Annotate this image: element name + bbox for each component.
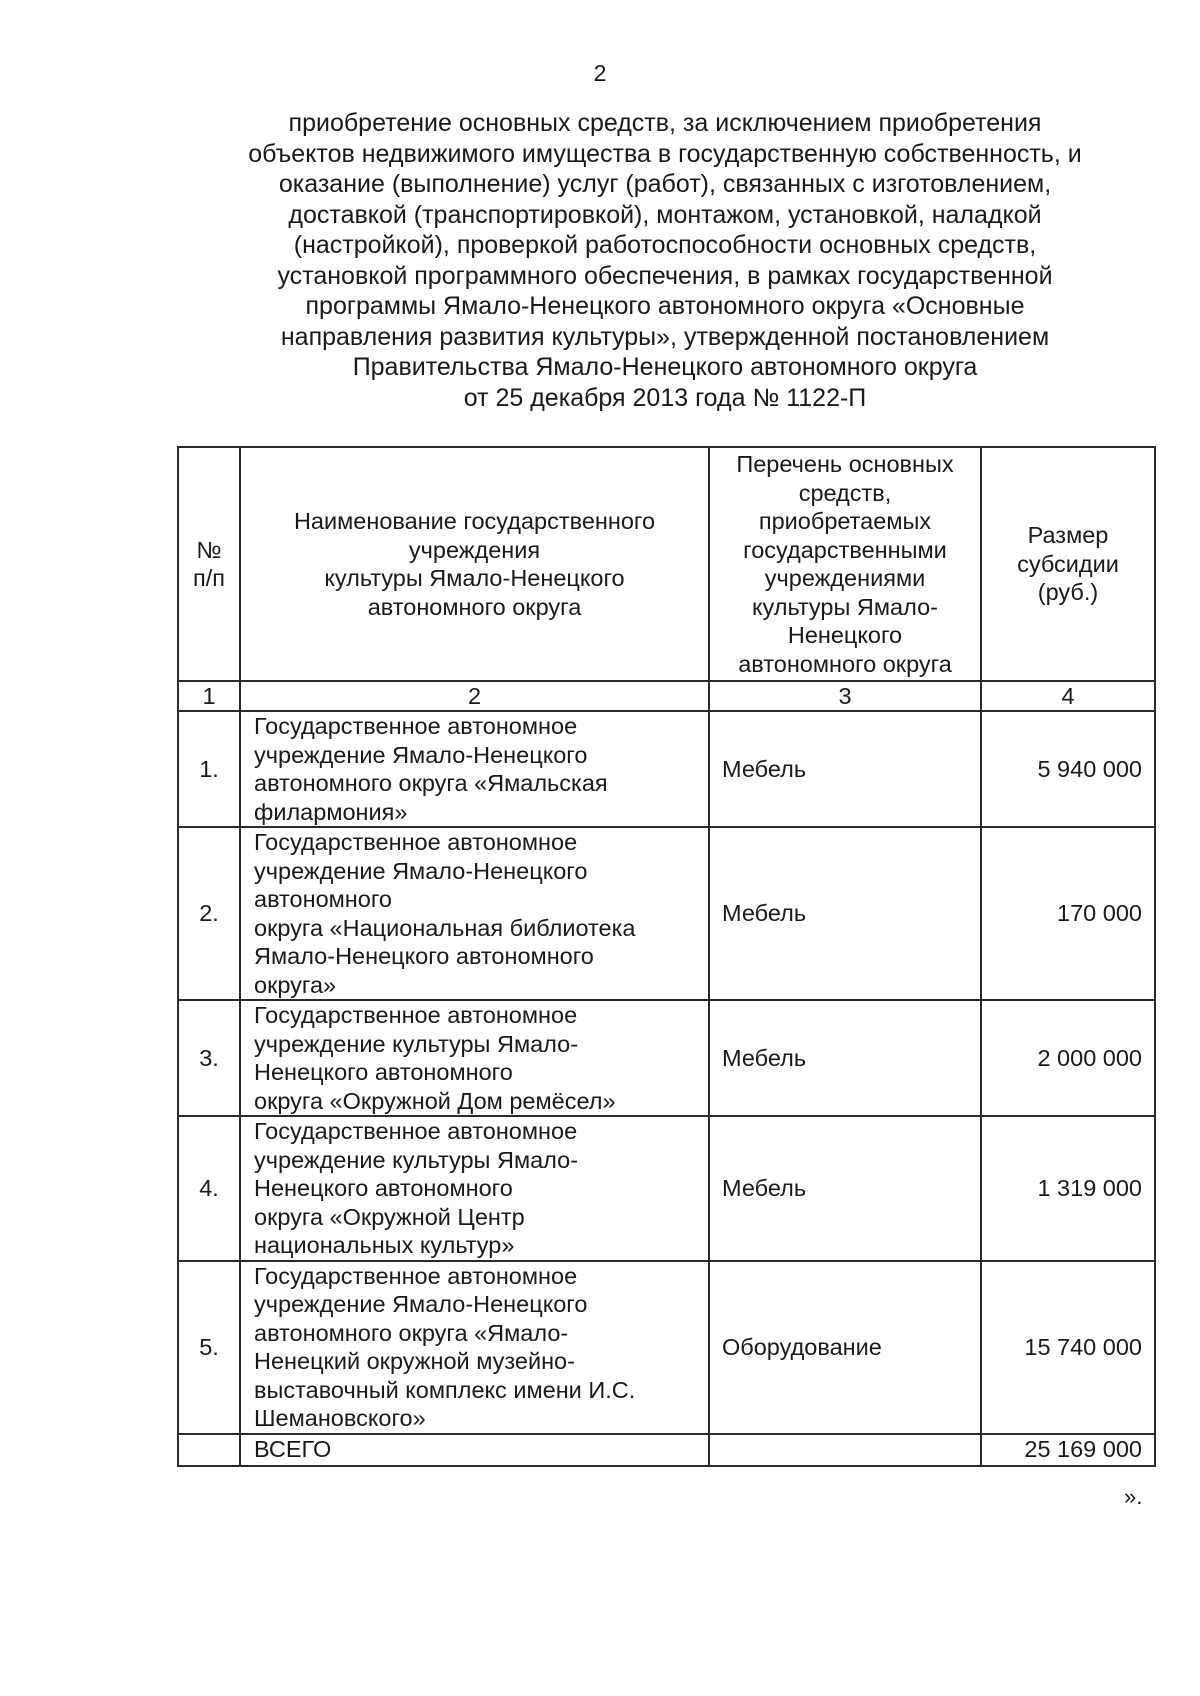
column-number: 1 [178,681,240,711]
column-number: 3 [709,681,981,711]
heading-line: (настройкой), проверкой работоспособности основных средств, [293,231,1037,259]
heading-line: приобретение основных средств, за исключением приобретения [288,109,1042,137]
heading-line: Правительства Ямало-Ненецкого автономного округа [352,353,978,381]
total-row [178,1434,1155,1466]
table-row [178,1116,1155,1261]
institution-name: Государственное автономное учреждение Ямало-Ненецкого автономного округа «Ямальская филармония» [240,711,709,827]
assets-list: Оборудование [709,1261,981,1434]
heading-line: программы Ямало-Ненецкого автономного округа «Основные [305,292,1025,320]
table-header-row [178,447,1155,681]
table-row [178,1000,1155,1116]
assets-list: Мебель [709,711,981,827]
header-assets: Перечень основных средств, приобретаемых государственными учреждениями культуры Ямало- Ненецкого автономного округа [709,447,981,681]
header-number: № п/п [178,447,240,681]
institution-name: Государственное автономное учреждение Ямало-Ненецкого автономного округа «Национальная библиотека Ямало-Ненецкого автономного округа» [240,827,709,1000]
row-number: 2. [178,827,240,1000]
subsidy-table [177,446,1156,1467]
closing-quote-mark: ». [1124,1484,1143,1509]
page-number: 2 [593,60,607,86]
column-number: 4 [981,681,1155,711]
column-number-row [178,681,1155,711]
total-label: ВСЕГО [240,1434,709,1466]
total-amount: 25 169 000 [981,1434,1155,1466]
table-row [178,711,1155,827]
institution-name: Государственное автономное учреждение Ямало-Ненецкого автономного округа «Ямало- Ненецкий окружной музейно- выставочный комплекс имени И.С. Шемановского» [240,1261,709,1434]
column-number: 2 [240,681,709,711]
subsidy-amount: 1 319 000 [981,1116,1155,1261]
heading-line: объектов недвижимого имущества в государственную собственность, и [248,139,1082,168]
document-heading [175,108,1155,413]
assets-list: Мебель [709,1000,981,1116]
row-number: 3. [178,1000,240,1116]
total-empty-cell [178,1434,240,1466]
heading-line: оказание (выполнение) услуг (работ), связанных с изготовлением, [278,170,1052,198]
institution-name: Государственное автономное учреждение культуры Ямало- Ненецкого автономного округа «Окружной Центр национальных культур» [240,1116,709,1261]
subsidy-amount: 5 940 000 [981,711,1155,827]
table-row [178,1261,1155,1434]
heading-line: направления развития культуры», утвержденной постановлением [280,322,1050,351]
heading-line: от 25 декабря 2013 года № 1122-П [463,383,867,412]
total-empty-cell [709,1434,981,1466]
heading-line: установкой программного обеспечения, в рамках государственной [277,261,1053,290]
heading-line: доставкой (транспортировкой), монтажом, установкой, наладкой [288,200,1042,229]
subsidy-amount: 2 000 000 [981,1000,1155,1116]
assets-list: Мебель [709,827,981,1000]
table-row [178,827,1155,1000]
row-number: 5. [178,1261,240,1434]
assets-list: Мебель [709,1116,981,1261]
header-institution: Наименование государственного учреждения культуры Ямало-Ненецкого автономного округа [240,447,709,681]
subsidy-amount: 170 000 [981,827,1155,1000]
subsidy-amount: 15 740 000 [981,1261,1155,1434]
row-number: 1. [178,711,240,827]
header-subsidy-amount: Размер субсидии (руб.) [981,447,1155,681]
row-number: 4. [178,1116,240,1261]
institution-name: Государственное автономное учреждение культуры Ямало- Ненецкого автономного округа «Окружной Дом ремёсел» [240,1000,709,1116]
